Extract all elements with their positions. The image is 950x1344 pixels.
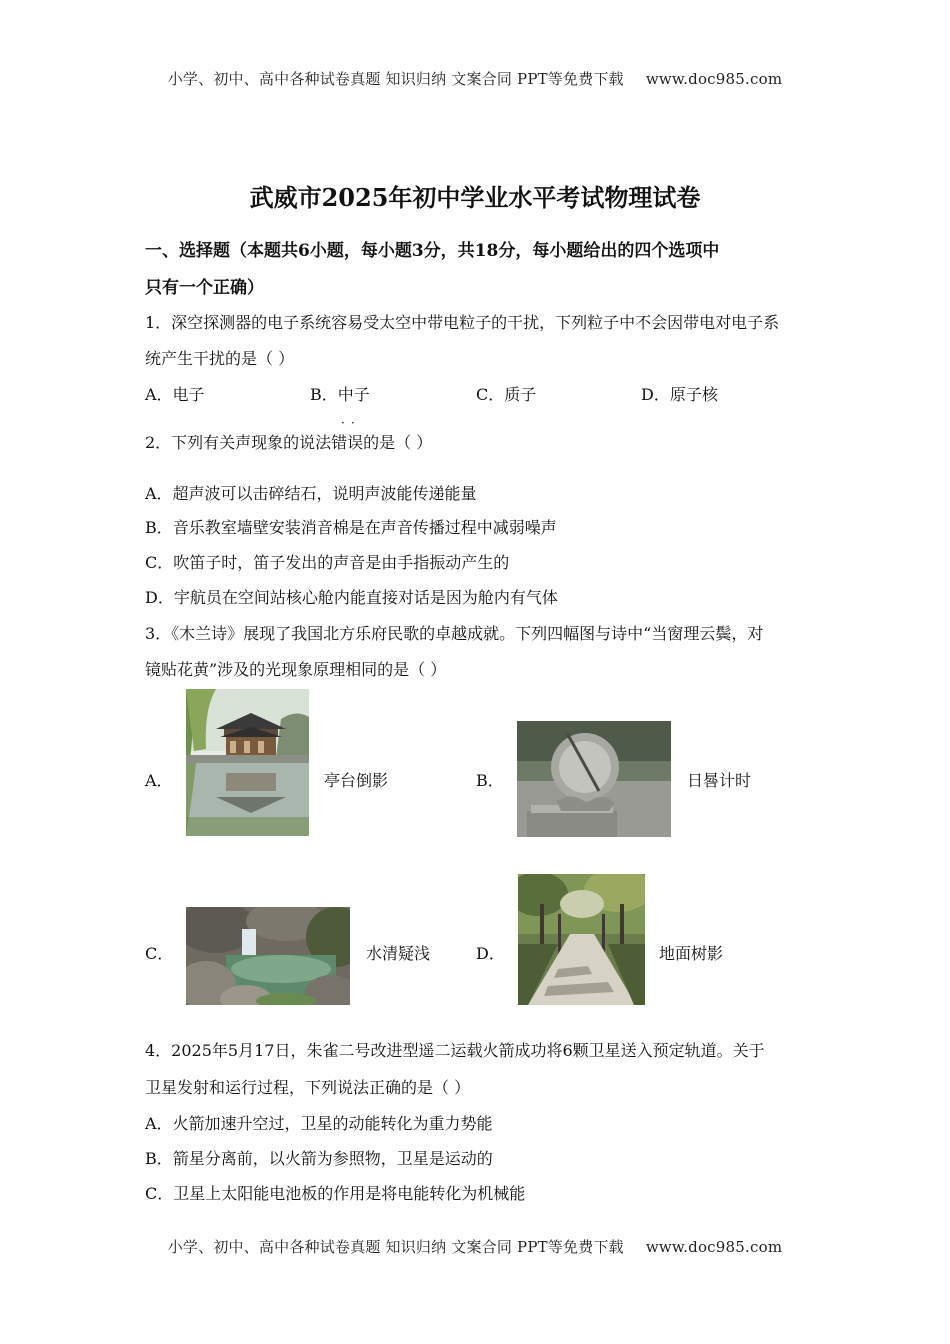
q2-option-a: A．超声波可以击碎结石，说明声波能传递能量 (145, 484, 477, 503)
q3-option-c-letter: C． (145, 944, 174, 963)
q3-option-b-letter: B． (476, 771, 504, 790)
q2-emphasis-dots: ·· (341, 416, 361, 430)
tree-shadows-image (518, 874, 645, 1005)
section-heading-line2: 只有一个正确） (145, 278, 264, 298)
q3-stem-line1: 3．《木兰诗》展现了我国北方乐府民歌的卓越成就。下列四幅图与诗中“当窗理云鬓，对 (145, 624, 764, 643)
q4-stem-line1: 4．2025年5月17日，朱雀二号改进型遥二运载火箭成功将6颗卫星送入预定轨道。关于 (145, 1041, 765, 1060)
q2-option-c: C．吹笛子时，笛子发出的声音是由手指振动产生的 (145, 553, 510, 572)
q3-option-d-letter: D． (476, 944, 505, 963)
page-footer (0, 1236, 950, 1257)
q4-option-a: A．火箭加速升空过，卫星的动能转化为重力势能 (145, 1114, 493, 1133)
pavilion-reflection-image (186, 689, 309, 836)
q2-stem: 2．下列有关声现象的说法错误的是（ ） (145, 433, 433, 452)
q2-option-d: D．宇航员在空间站核心舱内能直接对话是因为舱内有气体 (145, 588, 558, 607)
header-text: 小学、初中、高中各种试卷真题 知识归纳 文案合同 PPT等免费下载 (167, 70, 624, 88)
q3-option-b-caption: 日晷计时 (687, 771, 752, 790)
q3-option-a-caption: 亭台倒影 (324, 771, 389, 790)
q3-option-d-caption: 地面树影 (659, 944, 724, 963)
q1-stem-line1: 1．深空探测器的电子系统容易受太空中带电粒子的干扰，下列粒子中不会因带电对电子系 (145, 313, 780, 332)
q2-option-b: B．音乐教室墙壁安装消音棉是在声音传播过程中减弱噪声 (145, 518, 557, 537)
header-site-link[interactable]: www.doc985.com (645, 70, 783, 88)
sundial-image (517, 721, 671, 837)
q1-option-a: A．电子 (145, 385, 205, 404)
q1-option-d: D．原子核 (641, 385, 718, 404)
q3-option-a-letter: A． (145, 771, 173, 790)
q4-option-c: C．卫星上太阳能电池板的作用是将电能转化为机械能 (145, 1184, 526, 1203)
section-heading-line1: 一、选择题（本题共6小题，每小题3分，共18分，每小题给出的四个选项中 (145, 241, 720, 261)
q4-stem-line2: 卫星发射和运行过程，下列说法正确的是（ ） (145, 1078, 471, 1097)
footer-site-link[interactable]: www.doc985.com (645, 1238, 783, 1256)
q1-option-c: C．质子 (476, 385, 537, 404)
exam-title: 武威市2025年初中学业水平考试物理试卷 (249, 183, 701, 212)
page-header (0, 68, 950, 89)
q1-option-b: B．中子 (310, 385, 370, 404)
q3-option-c-caption: 水清疑浅 (366, 944, 431, 963)
q4-option-b: B．箭星分离前，以火箭为参照物，卫星是运动的 (145, 1149, 493, 1168)
clear-water-image (186, 907, 350, 1005)
q3-stem-line2: 镜贴花黄”涉及的光现象原理相同的是（ ） (145, 660, 447, 679)
q1-stem-line2: 统产生干扰的是（ ） (145, 349, 295, 368)
footer-text: 小学、初中、高中各种试卷真题 知识归纳 文案合同 PPT等免费下载 (167, 1238, 624, 1256)
